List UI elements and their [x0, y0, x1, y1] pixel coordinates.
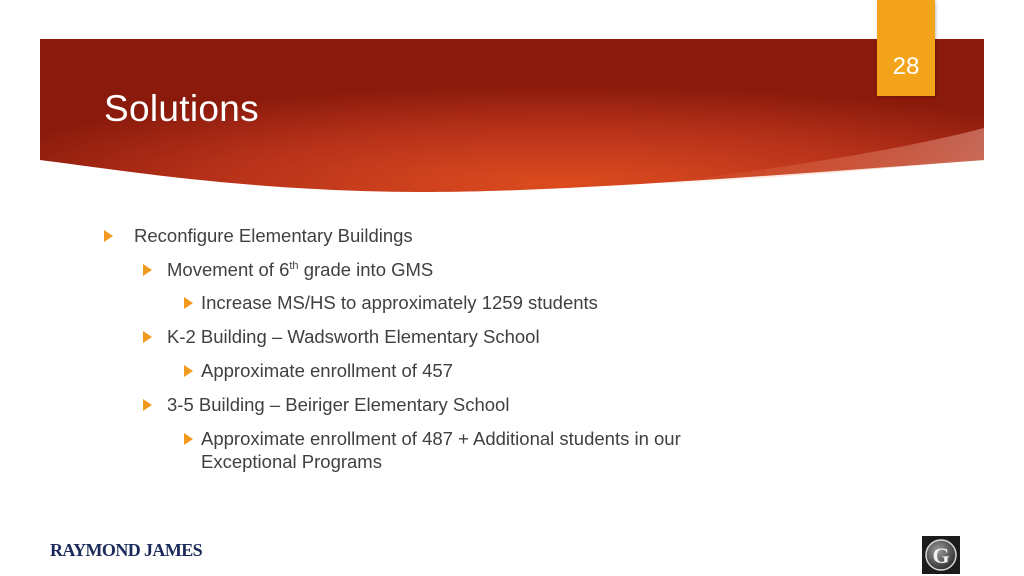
bullet-arrow-icon	[143, 399, 152, 411]
bullet-arrow-icon	[143, 264, 152, 276]
bullet-text: K-2 Building – Wadsworth Elementary School	[167, 326, 540, 347]
bullet-item	[201, 359, 453, 382]
bullet-item	[167, 325, 540, 348]
bullet-arrow-icon	[104, 230, 113, 242]
bullet-text: Approximate enrollment of 487 + Additional students in our	[201, 428, 681, 449]
bullet-item	[167, 393, 509, 416]
bullet-text: Movement of 6	[167, 259, 290, 280]
bullet-text: grade into GMS	[298, 259, 434, 280]
bullet-item	[201, 427, 681, 473]
raymond-james-logo: RAYMOND JAMES	[50, 540, 203, 560]
bullet-arrow-icon	[184, 297, 193, 309]
slide-title: Solutions	[104, 88, 259, 129]
bullet-text: Approximate enrollment of 457	[201, 360, 453, 381]
bullet-text: 3-5 Building – Beiriger Elementary School	[167, 394, 510, 415]
superscript: th	[289, 259, 299, 272]
bullet-arrow-icon	[184, 365, 193, 377]
g-logo-icon	[922, 536, 960, 574]
bullet-arrow-icon	[184, 433, 193, 445]
page-number: 28	[892, 53, 920, 80]
bullet-text: Exceptional Programs	[201, 451, 382, 472]
bullet-text: Reconfigure Elementary Buildings	[134, 225, 413, 246]
bullet-arrow-icon	[143, 331, 152, 343]
bullet-item	[134, 224, 413, 247]
bullet-item	[167, 258, 433, 281]
bullet-item	[201, 291, 598, 314]
bullet-text: Increase MS/HS to approximately 1259 students	[201, 292, 598, 313]
svg-text:G: G	[932, 543, 950, 568]
